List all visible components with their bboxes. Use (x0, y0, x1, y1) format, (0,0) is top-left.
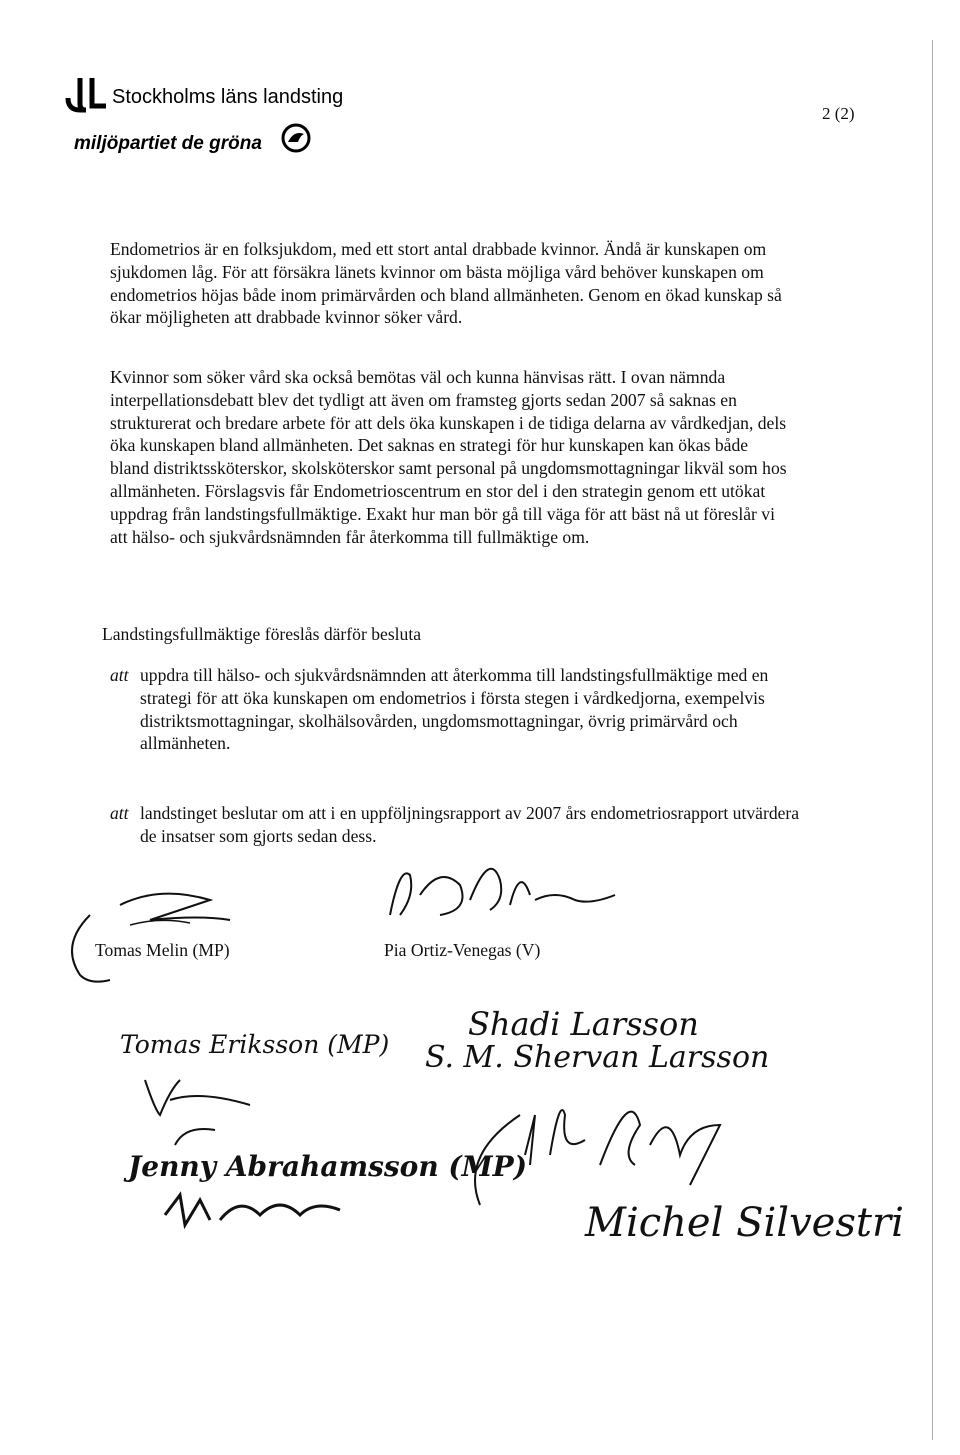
handwritten-signature-4: Jenny Abrahamsson (MP) (128, 1150, 527, 1183)
proposal-item-1 (110, 664, 800, 755)
signature-scribble-1 (60, 880, 260, 990)
margin-rule (932, 40, 933, 1440)
handwritten-signature-5: Michel Silvestri (585, 1200, 904, 1246)
proposal-item-text: landstinget beslutar om att i en uppföljningsrapport av 2007 års endometriosrapport utvärdera de insatser som gjorts sedan dess. (140, 803, 800, 846)
handwritten-signature-1: Tomas Eriksson (MP) (120, 1030, 390, 1059)
signature-printed-2: Pia Ortiz-Venegas (V) (384, 940, 541, 960)
signature-scribble-3 (140, 1070, 320, 1160)
signature-scribble-5 (450, 1095, 870, 1215)
handwritten-signature-3: S. M. Shervan Larsson (425, 1040, 770, 1075)
signature-printed-1: Tomas Melin (MP) (95, 940, 230, 960)
sll-logo-icon (62, 76, 112, 116)
paragraph-2-text: Kvinnor som söker vård ska också bemötas väl och kunna hänvisas rätt. I ovan nämnda interpellationsdebatt blev det tydligt att även om framsteg gjorts sedan 2007 så saknas en strukturerat och bredare arbete för att dels öka kunskapen i de tidiga delarna av vårdkedjan, dels öka kunskapen bland allmänheten. Det saknas en strategi för hur kunskapen kan ökas både bland distriktssköterskor, skolsköterskor samt personal på ungdomsmottagningar likväl som hos allmänheten. Förslagsvis får Endometrioscentrum en stor del i den strategin genom ett utökat uppdrag från landstingsfullmäktige. Exakt hur man bör gå till väga för att bäst nå ut föreslår vi att hälso- och sjukvårdsnämnden får återkomma till fullmäktige om. (110, 367, 787, 547)
proposal-item-text: uppdra till hälso- och sjukvårdsnämnden att återkomma till landstingsfullmäktige med en strategi för att öka kunskapen om endometrios i första stegen i vårdkedjorna, exempelvis distriktsmottagningar, skolhälsovården, ungdomsmottagningar, övrig primärvård och allmänheten. (140, 665, 769, 754)
signature-scribble-4 (160, 1185, 360, 1240)
handwritten-signature-2: Shadi Larsson (468, 1005, 699, 1043)
proposal-item-keyword: att (110, 803, 129, 823)
paragraph-1-text: Endometrios är en folksjukdom, med ett stort antal drabbade kvinnor. Ändå är kunskapen om sjukdomen låg. För att försäkra länets kvinnor om bästa möjliga vård behöver kunskapen om endometrios höjas både inom primärvården och bland allmänheten. Genom en ökad kunskap så ökar möjligheten att drabbade kvinnor söker vård. (110, 239, 782, 328)
org-name: Stockholms läns landsting (112, 86, 344, 108)
party-name: miljöpartiet de gröna (74, 133, 262, 154)
paragraph-1 (110, 238, 790, 329)
proposal-item-keyword: att (110, 665, 129, 685)
party-logo-icon (280, 122, 312, 154)
proposal-item-2 (110, 802, 800, 848)
page-number: 2 (2) (822, 104, 855, 123)
paragraph-2 (110, 366, 790, 548)
proposal-heading: Landstingsfullmäktige föreslås därför besluta (102, 624, 422, 644)
